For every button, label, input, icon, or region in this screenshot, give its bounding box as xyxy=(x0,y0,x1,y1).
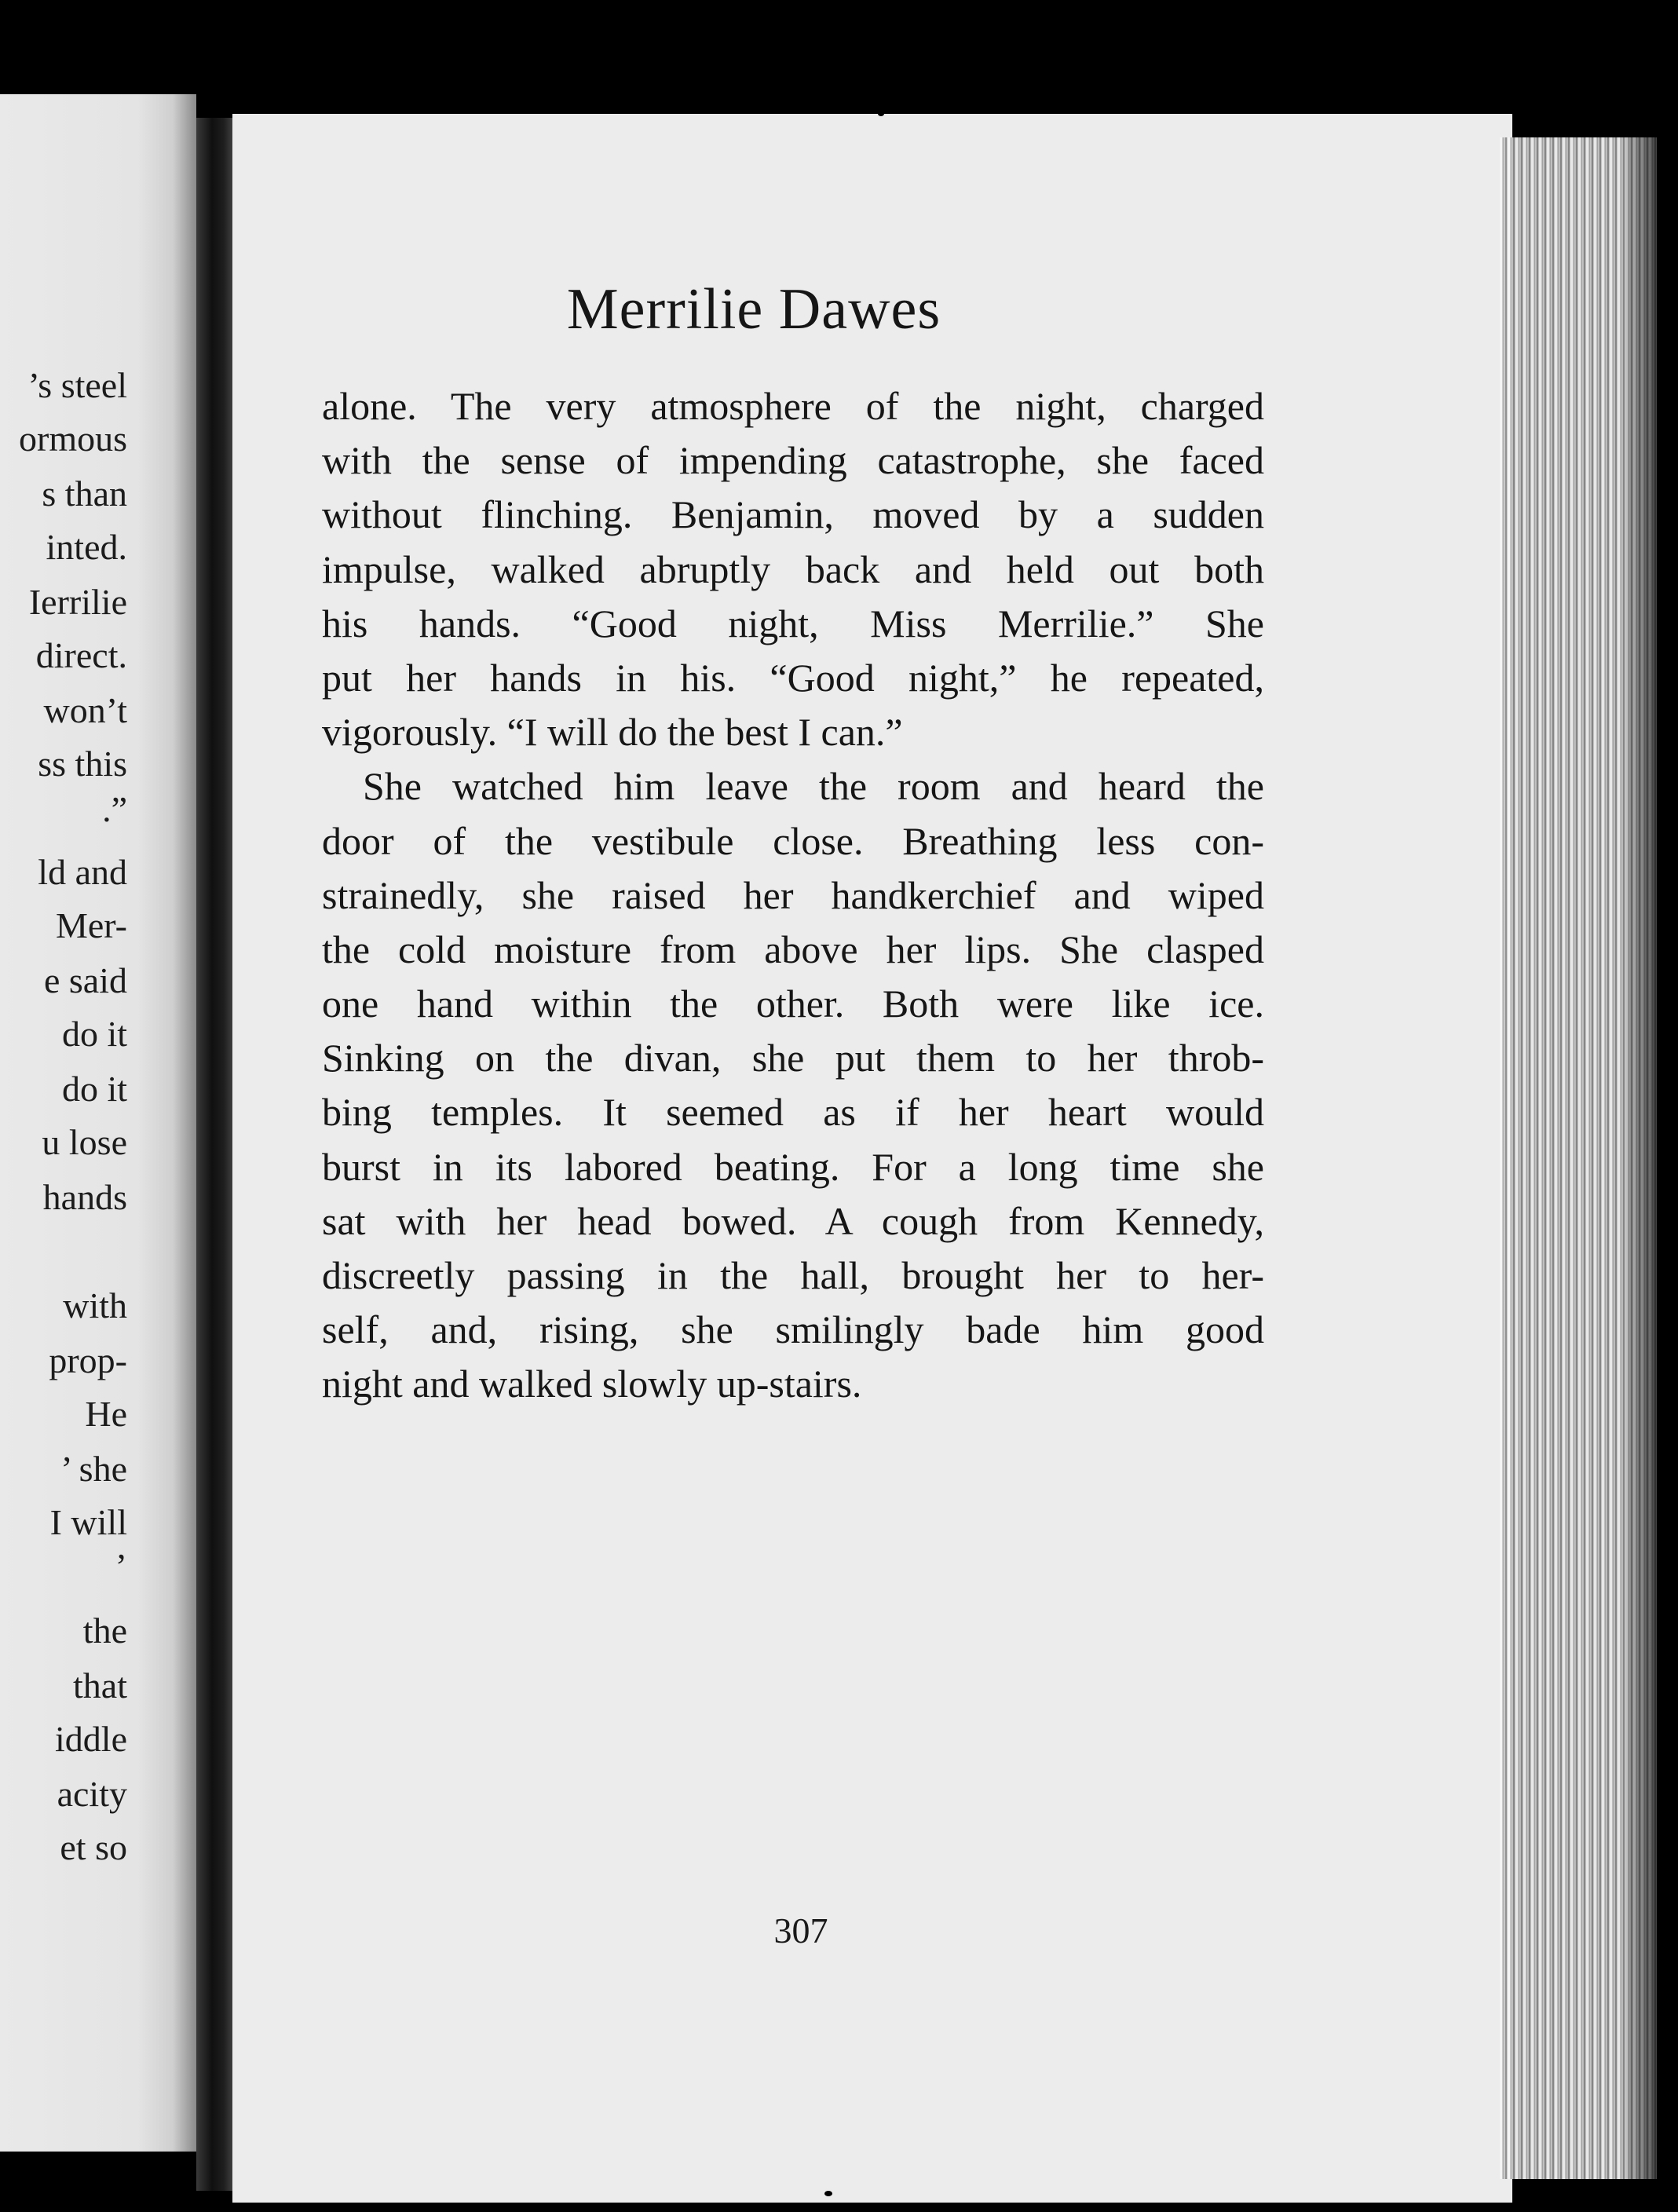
facing-line: e said xyxy=(43,960,127,1000)
text-line: She watched him leave the room and heard the xyxy=(363,764,1264,809)
facing-line: s than xyxy=(42,473,127,514)
facing-line: that xyxy=(73,1665,127,1706)
facing-line: iddle xyxy=(55,1719,127,1759)
facing-line: ld and xyxy=(38,852,127,892)
text-line: with the sense of impending catastrophe, she faced xyxy=(322,438,1264,483)
text-line: night and walked slowly up-stairs. xyxy=(322,1362,862,1406)
running-head: Merrilie Dawes xyxy=(566,277,941,342)
facing-line: hands xyxy=(42,1177,127,1217)
facing-line: Ierrilie xyxy=(28,582,127,622)
facing-line: ormous xyxy=(19,419,127,459)
facing-line: ’ xyxy=(115,1546,127,1586)
facing-line: do it xyxy=(61,1014,127,1054)
page-number: 307 xyxy=(773,1910,828,1951)
facing-line: won’t xyxy=(43,690,127,730)
book-gutter xyxy=(196,118,236,2191)
facing-line: do it xyxy=(61,1069,127,1109)
facing-line: u lose xyxy=(42,1122,127,1162)
text-line: self, and, rising, she smilingly bade him good xyxy=(322,1307,1264,1352)
text-line: the cold moisture from above her lips. She clasped xyxy=(322,927,1264,971)
facing-line: ss this xyxy=(38,744,127,784)
paragraph-1 xyxy=(322,379,1264,759)
facing-page xyxy=(0,94,196,2152)
facing-line: He xyxy=(85,1394,127,1434)
text-line: strainedly, she raised her handkerchief and wiped xyxy=(322,872,1264,917)
scan-speck xyxy=(878,112,884,116)
facing-line: acity xyxy=(57,1774,127,1814)
text-line: one hand within the other. Both were like ice. xyxy=(322,982,1264,1026)
facing-line: ’ she xyxy=(60,1449,127,1489)
facing-line: inted. xyxy=(46,527,127,567)
facing-line: the xyxy=(82,1611,127,1651)
text-line: without flinching. Benjamin, moved by a sudden xyxy=(322,492,1264,537)
facing-line: direct. xyxy=(35,635,127,675)
facing-line: ’s steel xyxy=(27,365,127,405)
text-line: discreetly passing in the hall, brought her to her- xyxy=(322,1253,1264,1297)
text-line: vigorously. “I will do the best I can.” xyxy=(322,710,903,755)
text-line: impulse, walked abruptly back and held out both xyxy=(322,547,1264,591)
text-line: alone. The very atmosphere of the night, charged xyxy=(322,384,1264,428)
facing-line: .” xyxy=(102,789,127,829)
scan-speck xyxy=(824,2191,832,2196)
text-line: his hands. “Good night, Miss Merrilie.” She xyxy=(322,601,1264,645)
text-line: bing temples. It seemed as if her heart would xyxy=(322,1090,1264,1135)
body-text xyxy=(322,379,1264,1412)
text-line: sat with her head bowed. A cough from Kennedy, xyxy=(322,1198,1264,1243)
text-line: burst in its labored beating. For a long time she xyxy=(322,1144,1264,1189)
text-line: Sinking on the divan, she put them to her throb- xyxy=(322,1036,1264,1080)
facing-line: et so xyxy=(60,1827,127,1867)
facing-line: with xyxy=(63,1285,127,1325)
text-line: door of the vestibule close. Breathing less con- xyxy=(322,818,1264,863)
facing-line: I will xyxy=(49,1502,127,1542)
page-edges-shadow xyxy=(1625,137,1678,2179)
text-line: put her hands in his. “Good night,” he repeated, xyxy=(322,655,1264,700)
paragraph-2 xyxy=(322,759,1264,1411)
facing-line: Mer- xyxy=(55,905,127,945)
facing-line: prop- xyxy=(49,1340,127,1380)
